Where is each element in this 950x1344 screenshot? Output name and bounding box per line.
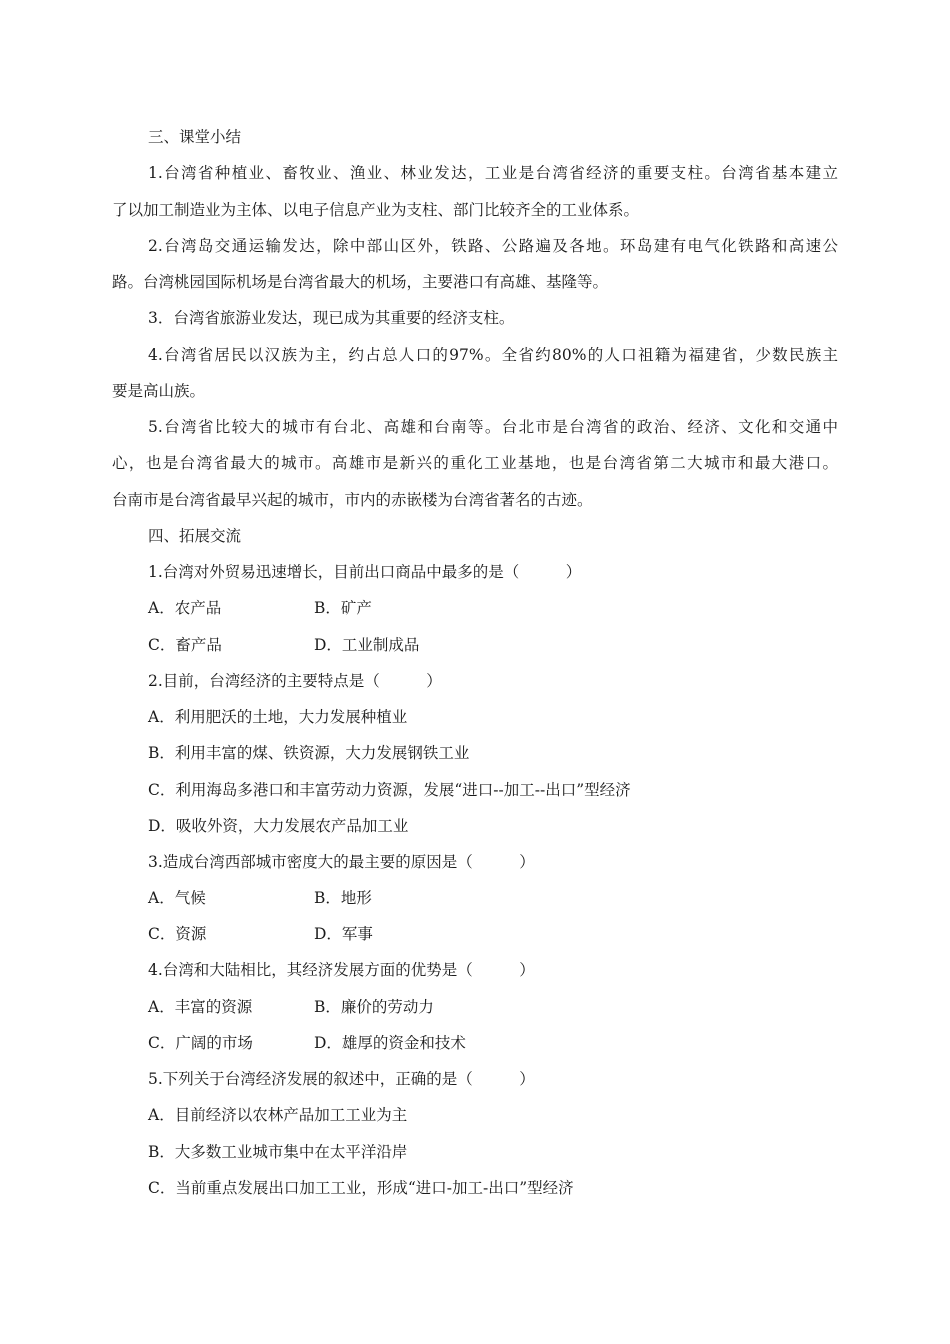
question-1-option-b: B．矿产 <box>314 599 372 617</box>
question-2-option-d: D．吸收外资，大力发展农产品加工业 <box>148 817 409 835</box>
question-4-stem: 4.台湾和大陆相比，其经济发展方面的优势是（ ） <box>148 961 535 979</box>
question-4-option-a: A．丰富的资源 <box>148 998 253 1016</box>
question-4-option-b: B．廉价的劳动力 <box>314 998 434 1016</box>
question-1-stem: 1.台湾对外贸易迅速增长，目前出口商品中最多的是（ ） <box>148 563 582 581</box>
question-5-option-a: A．目前经济以农林产品加工工业为主 <box>148 1106 408 1124</box>
question-2-option-b: B．利用丰富的煤、铁资源，大力发展钢铁工业 <box>148 744 470 762</box>
question-3-options-row2 <box>148 924 748 944</box>
question-4-options-row2 <box>148 1033 748 1053</box>
question-3-option-b: B．地形 <box>314 889 372 907</box>
summary-item-1-line2: 了以加工制造业为主体、以电子信息产业为支柱、部门比较齐全的工业体系。 <box>112 201 640 219</box>
question-3-options-row1 <box>148 888 748 908</box>
summary-item-1-line1: 1.台湾省种植业、畜牧业、渔业、林业发达，工业是台湾省经济的重要支柱。台湾省基本建立 <box>148 164 838 182</box>
question-4-options-row1 <box>148 997 748 1017</box>
question-1-options-row1 <box>148 598 748 618</box>
question-4-option-c: C．广阔的市场 <box>148 1034 253 1052</box>
summary-item-2-line2: 路。台湾桃园国际机场是台湾省最大的机场，主要港口有高雄、基隆等。 <box>112 273 609 291</box>
question-2-option-a: A．利用肥沃的土地，大力发展种植业 <box>148 708 408 726</box>
summary-item-3-line1: 3．台湾省旅游业发达，现已成为其重要的经济支柱。 <box>148 309 515 327</box>
question-4-option-d: D．雄厚的资金和技术 <box>314 1034 466 1052</box>
summary-item-5-line1: 5.台湾省比较大的城市有台北、高雄和台南等。台北市是台湾省的政治、经济、文化和交通中 <box>148 418 838 436</box>
summary-item-5-line2: 心，也是台湾省最大的城市。高雄市是新兴的重化工业基地，也是台湾省第二大城市和最大港口。 <box>112 454 838 472</box>
summary-item-2-line1: 2.台湾岛交通运输发达，除中部山区外，铁路、公路遍及各地。环岛建有电气化铁路和高速公 <box>148 237 838 255</box>
summary-item-4-line2: 要是高山族。 <box>112 382 206 400</box>
question-1-option-c: C．畜产品 <box>148 636 222 654</box>
question-5-option-c: C．当前重点发展出口加工工业，形成“进口-加工-出口”型经济 <box>148 1179 574 1197</box>
question-3-option-d: D．军事 <box>314 925 373 943</box>
question-2-stem: 2.目前，台湾经济的主要特点是（ ） <box>148 672 442 690</box>
question-2-option-c: C．利用海岛多港口和丰富劳动力资源，发展“进口--加工--出口”型经济 <box>148 781 631 799</box>
question-5-stem: 5.下列关于台湾经济发展的叙述中，正确的是（ ） <box>148 1070 535 1088</box>
question-5-option-b: B．大多数工业城市集中在太平洋沿岸 <box>148 1143 408 1161</box>
question-1-options-row2 <box>148 635 748 655</box>
question-3-stem: 3.造成台湾西部城市密度大的最主要的原因是（ ） <box>148 853 535 871</box>
section-heading-extension: 四、拓展交流 <box>148 527 242 545</box>
summary-item-4-line1: 4.台湾省居民以汉族为主，约占总人口的97%。全省约80%的人口祖籍为福建省，少数民族主 <box>148 346 838 364</box>
question-1-option-d: D．工业制成品 <box>314 636 420 654</box>
section-heading-summary: 三、课堂小结 <box>148 128 242 146</box>
question-3-option-a: A．气候 <box>148 889 206 907</box>
summary-item-5-line3: 台南市是台湾省最早兴起的城市，市内的赤嵌楼为台湾省著名的古迹。 <box>112 491 593 509</box>
question-1-option-a: A．农产品 <box>148 599 222 617</box>
question-3-option-c: C．资源 <box>148 925 207 943</box>
